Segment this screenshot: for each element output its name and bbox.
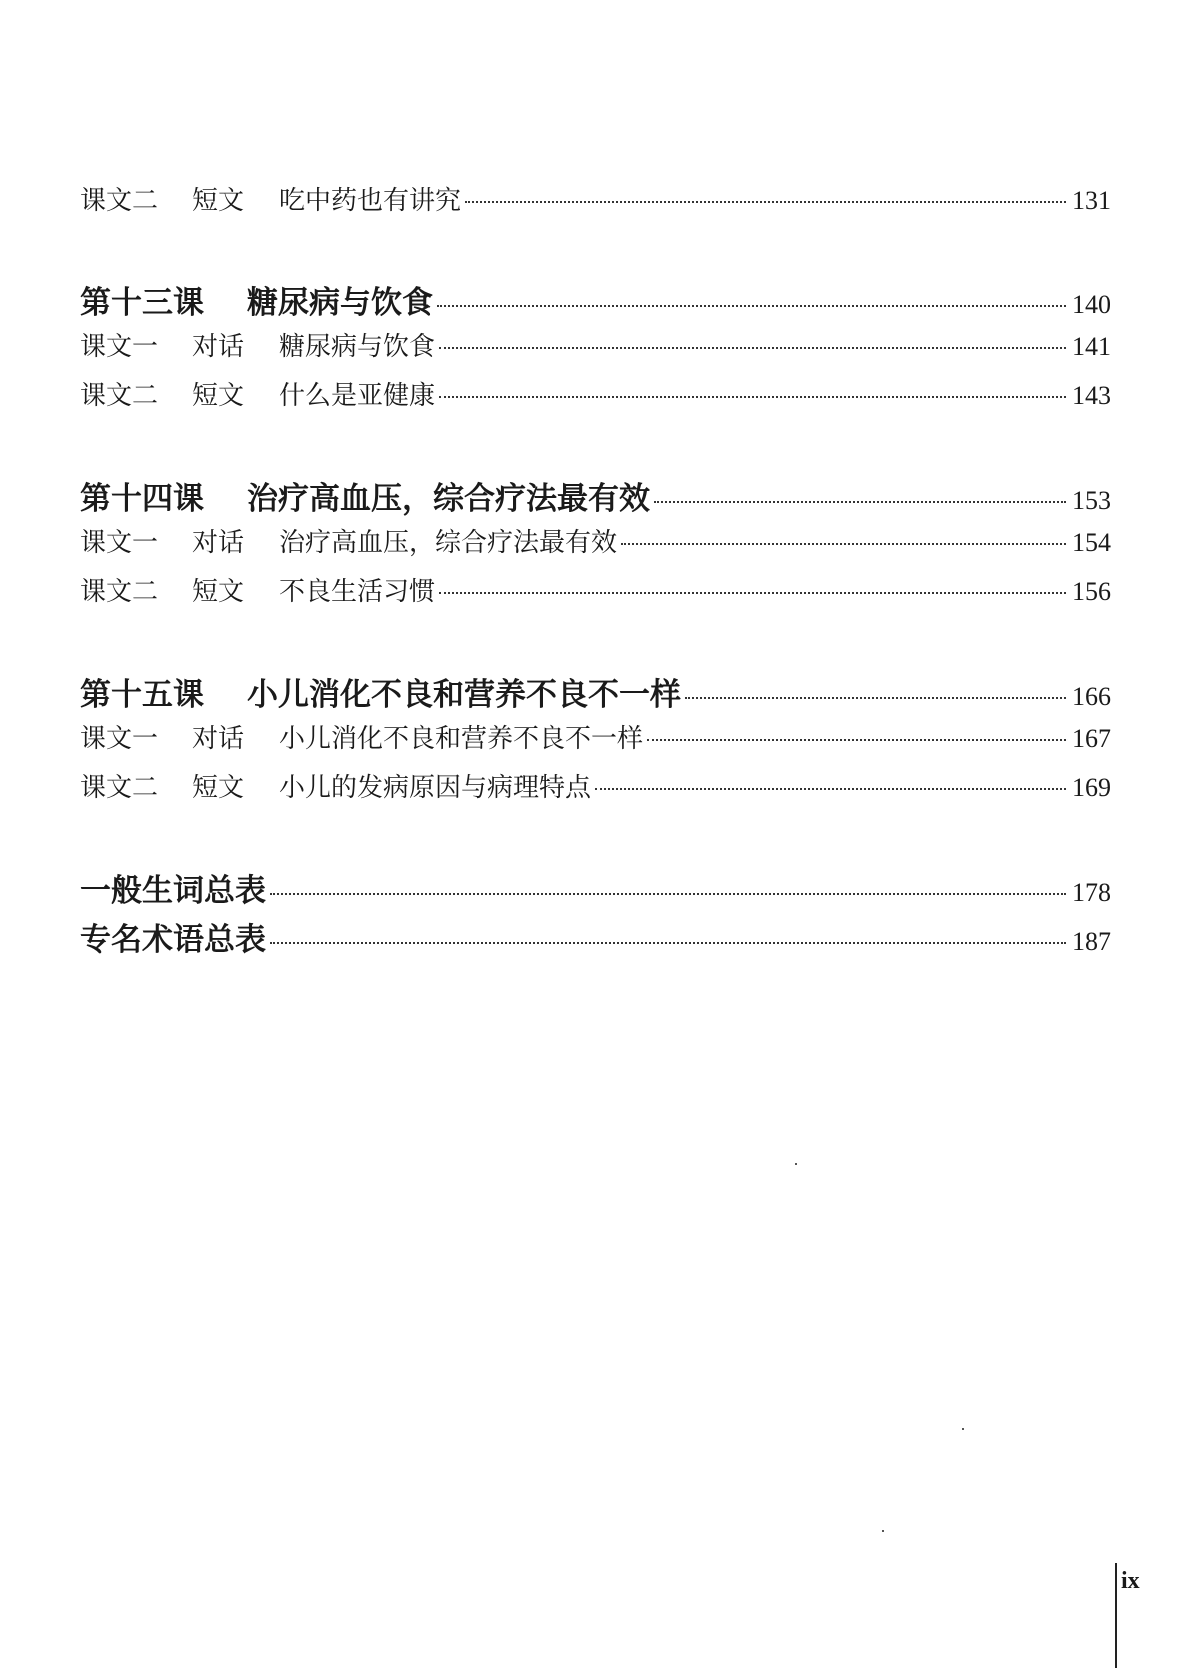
page-number: 166 xyxy=(1072,682,1111,711)
page-number: 178 xyxy=(1072,878,1111,907)
page-number: 140 xyxy=(1072,290,1111,319)
lesson-number: 第十三课 xyxy=(80,285,204,321)
text-kind: 课文一 xyxy=(80,528,159,558)
scan-speck xyxy=(795,1163,797,1165)
text-kind: 课文一 xyxy=(80,724,159,754)
dot-leader xyxy=(437,305,1066,307)
entry-title: 小儿消化不良和营养不良不一样 xyxy=(279,724,644,754)
entry-title: 糖尿病与饮食 xyxy=(279,332,436,362)
toc-entry[interactable] xyxy=(80,326,1111,360)
toc-entry[interactable] xyxy=(80,718,1111,752)
text-kind: 课文二 xyxy=(80,577,159,607)
text-type: 短文 xyxy=(192,773,245,803)
dot-leader xyxy=(439,347,1066,349)
text-type: 对话 xyxy=(192,724,245,754)
text-kind: 课文二 xyxy=(80,773,159,803)
scan-speck xyxy=(962,1428,964,1430)
page-number: 131 xyxy=(1072,186,1111,215)
toc-entry[interactable] xyxy=(80,522,1111,556)
toc-entry[interactable] xyxy=(80,767,1111,801)
toc-lesson-entry[interactable] xyxy=(80,669,1111,713)
dot-leader xyxy=(270,942,1066,944)
text-type: 短文 xyxy=(192,577,245,607)
text-type: 对话 xyxy=(192,528,245,558)
page-number: 153 xyxy=(1072,486,1111,515)
page-number: 141 xyxy=(1072,332,1111,361)
dot-leader xyxy=(465,201,1066,203)
folio-rule xyxy=(1115,1563,1117,1668)
entry-title: 什么是亚健康 xyxy=(279,381,436,411)
scan-speck xyxy=(882,1530,884,1532)
toc-entry[interactable] xyxy=(80,571,1111,605)
text-type: 短文 xyxy=(192,381,245,411)
toc-appendix-entry[interactable] xyxy=(80,865,1111,909)
text-type: 短文 xyxy=(192,186,245,216)
text-type: 对话 xyxy=(192,332,245,362)
page-number: 167 xyxy=(1072,724,1111,753)
page-number: 187 xyxy=(1072,927,1111,956)
dot-leader xyxy=(621,543,1066,545)
dot-leader xyxy=(647,739,1066,741)
toc-entry[interactable] xyxy=(80,375,1111,409)
toc-lesson-entry[interactable] xyxy=(80,277,1111,321)
appendix-title: 一般生词总表 xyxy=(80,873,266,909)
toc-appendix-entry[interactable] xyxy=(80,914,1111,958)
dot-leader xyxy=(439,396,1066,398)
page-number: 154 xyxy=(1072,528,1111,557)
dot-leader xyxy=(270,893,1066,895)
lesson-title: 小儿消化不良和营养不良不一样 xyxy=(247,677,681,713)
entry-title: 小儿的发病原因与病理特点 xyxy=(279,773,592,803)
text-kind: 课文二 xyxy=(80,381,159,411)
page-number: 169 xyxy=(1072,773,1111,802)
lesson-title: 治疗高血压，综合疗法最有效 xyxy=(247,481,650,517)
page-number: 143 xyxy=(1072,381,1111,410)
appendix-title: 专名术语总表 xyxy=(80,922,266,958)
text-kind: 课文二 xyxy=(80,186,159,216)
toc-entry[interactable] xyxy=(80,180,1111,214)
page-number: 156 xyxy=(1072,577,1111,606)
lesson-number: 第十五课 xyxy=(80,677,204,713)
lesson-number: 第十四课 xyxy=(80,481,204,517)
entry-title: 吃中药也有讲究 xyxy=(279,186,462,216)
folio-page-number: ix xyxy=(1121,1568,1140,1594)
text-kind: 课文一 xyxy=(80,332,159,362)
entry-title: 治疗高血压，综合疗法最有效 xyxy=(279,528,618,558)
dot-leader xyxy=(595,788,1066,790)
dot-leader xyxy=(439,592,1066,594)
toc-lesson-entry[interactable] xyxy=(80,473,1111,517)
entry-title: 不良生活习惯 xyxy=(279,577,436,607)
dot-leader xyxy=(654,501,1066,503)
dot-leader xyxy=(685,697,1066,699)
lesson-title: 糖尿病与饮食 xyxy=(247,285,433,321)
